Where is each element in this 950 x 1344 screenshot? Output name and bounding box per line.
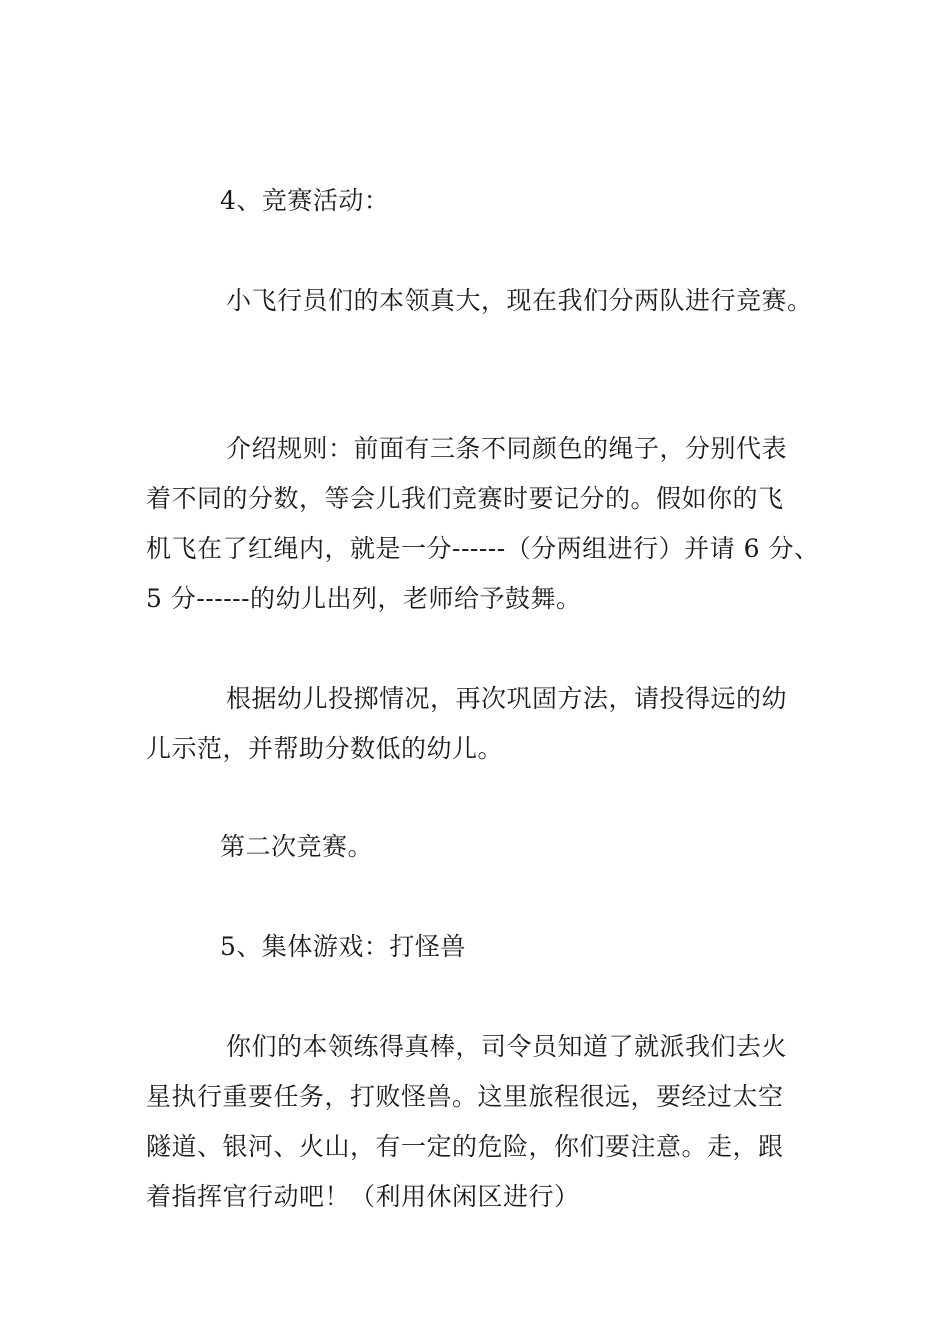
- section-heading-4: 4、竞赛活动：: [220, 186, 390, 215]
- paragraph-rules-line-3: 机飞在了红绳内，就是一分------（分两组进行）并请 6 分、: [146, 534, 820, 563]
- paragraph-consolidate-line-1: 根据幼儿投掷情况，再次巩固方法，请投得远的幼: [226, 684, 788, 713]
- paragraph-consolidate-line-2: 儿示范，并帮助分数低的幼儿。: [146, 734, 504, 763]
- paragraph-rules-line-2: 着不同的分数，等会儿我们竞赛时要记分的。假如你的飞: [146, 484, 784, 513]
- paragraph-game-line-3: 隧道、银河、火山，有一定的危险，你们要注意。走，跟: [146, 1132, 784, 1161]
- paragraph-game-line-4: 着指挥官行动吧！（利用休闲区进行）: [146, 1182, 580, 1211]
- paragraph-second-contest: 第二次竞赛。: [220, 832, 374, 861]
- section-heading-5: 5、集体游戏：打怪兽: [220, 932, 466, 961]
- paragraph-game-line-1: 你们的本领练得真棒，司令员知道了就派我们去火: [226, 1032, 788, 1061]
- paragraph-intro: 小飞行员们的本领真大，现在我们分两队进行竞赛。: [226, 286, 813, 315]
- paragraph-rules-line-4: 5 分------的幼儿出列，老师给予鼓舞。: [146, 584, 582, 613]
- paragraph-game-line-2: 星执行重要任务，打败怪兽。这里旅程很远，要经过太空: [146, 1082, 784, 1111]
- paragraph-rules-line-1: 介绍规则：前面有三条不同颜色的绳子，分别代表: [226, 434, 788, 463]
